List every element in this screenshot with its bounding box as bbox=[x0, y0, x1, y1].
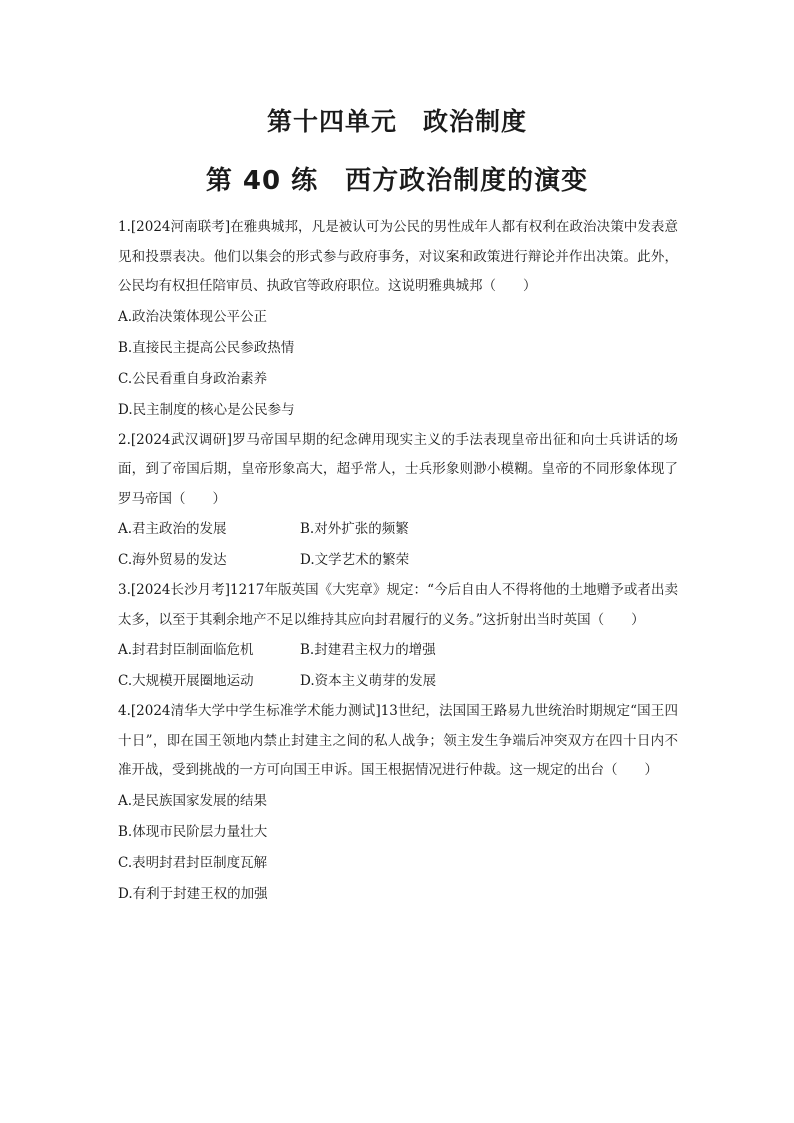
option-d: D.有利于封建王权的加强 bbox=[118, 885, 268, 902]
option-row bbox=[118, 545, 678, 576]
question-stem: 1.[2024河南联考]在雅典城邦，凡是被认可为公民的男性成年人都有权利在政治决策中发表意见和投票表决。他们以集会的形式参与政府事务，对议案和政策进行辩论并作出决策。此外，公民均有权担任陪审员、执政官等政府职位。这说明雅典城邦（ ） bbox=[118, 219, 678, 294]
option-d: D.资本主义萌芽的发展 bbox=[300, 673, 437, 689]
option-list bbox=[118, 635, 678, 697]
option-a: A.政治决策体现公平公正 bbox=[118, 308, 268, 325]
option-row bbox=[118, 514, 678, 545]
question-stem: 3.[2024长沙月考]1217年版英国《大宪章》规定：“今后自由人不得将他的土地赠予或者出卖太多，以至于其剩余地产不足以维持其应向封君履行的义务。”这折射出当时英国（ ） bbox=[118, 582, 678, 628]
option-b: B.体现市民阶层力量壮大 bbox=[118, 823, 268, 840]
option-b: B.直接民主提高公民参政热情 bbox=[118, 339, 295, 356]
question-list bbox=[118, 213, 678, 910]
option-a: A.封君封臣制面临危机 bbox=[118, 642, 254, 658]
question-3 bbox=[118, 576, 678, 697]
option-row bbox=[118, 635, 678, 666]
unit-title: 第十四单元 政治制度 bbox=[266, 107, 527, 136]
question-stem: 4.[2024清华大学中学生标准学术能力测试]13世纪，法国国王路易九世统治时期规定“国王四十日”，即在国王领地内禁止封建主之间的私人战争；领主发生争端后冲突双方在四十日内不准开战，受到挑战的一方可向国王申诉。国王根据情况进行仲裁。这一规定的出台（ ） bbox=[118, 703, 678, 778]
question-2 bbox=[118, 426, 678, 577]
lesson-title: 第 40 练 西方政治制度的演变 bbox=[205, 166, 589, 196]
option-row bbox=[118, 666, 678, 697]
option-c: C.表明封君封臣制度瓦解 bbox=[118, 854, 268, 871]
option-b: B.对外扩张的频繁 bbox=[300, 521, 409, 537]
option-c: C.公民看重自身政治素养 bbox=[118, 370, 268, 387]
question-1 bbox=[118, 213, 678, 426]
option-a: A.是民族国家发展的结果 bbox=[118, 792, 268, 809]
option-d: D.民主制度的核心是公民参与 bbox=[118, 401, 295, 418]
option-b: B.封建君主权力的增强 bbox=[300, 642, 436, 658]
question-stem: 2.[2024武汉调研]罗马帝国早期的纪念碑用现实主义的手法表现皇帝出征和向士兵讲话的场面，到了帝国后期，皇帝形象高大，超乎常人，士兵形象则渺小模糊。皇帝的不同形象体现了罗马帝国（ ） bbox=[118, 431, 678, 507]
option-d: D.文学艺术的繁荣 bbox=[300, 552, 410, 568]
option-c: C.大规模开展圈地运动 bbox=[118, 673, 254, 689]
option-list bbox=[118, 514, 678, 576]
question-4 bbox=[118, 697, 678, 910]
option-c: C.海外贸易的发达 bbox=[118, 552, 227, 568]
option-a: A.君主政治的发展 bbox=[118, 521, 227, 537]
option-list bbox=[118, 302, 678, 426]
option-list bbox=[118, 786, 678, 910]
